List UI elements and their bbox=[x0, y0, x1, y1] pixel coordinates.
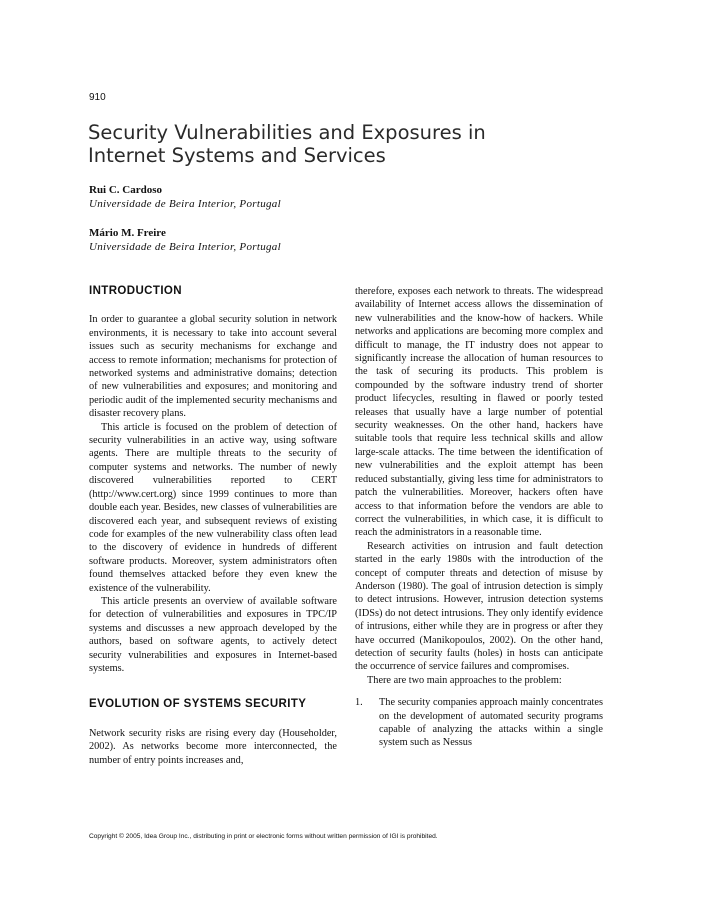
title-line-1: Security Vulnerabilities and Exposures in bbox=[88, 121, 486, 144]
list-item-text: The security companies approach mainly concentrates on the development of automated security programs capable of analyzing the attacks within a single system such as Nessus bbox=[379, 697, 603, 749]
article-title bbox=[88, 121, 628, 167]
body-paragraph: This article presents an overview of available software for detection of vulnerabilities and exposures in TPC/IP systems and discusses a new approach developed by the authors, based on software agents, to actively detect security vulnerabilities and exposures in Internet-based systems. bbox=[89, 595, 337, 674]
body-paragraph: This article is focused on the problem of detection of security vulnerabilities in an active way, using software agents. There are multiple threats to the security of computer systems and networks. The number of newly discovered vulnerabilities reported to CERT (http://www.cert.org) since 1999 continues to more than double each year. Besides, new classes of vulnerabilities are discovered each year, and subsequent reviews of existing code for examples of the new vulnerability class often lead to the discovery of evidence in hundreds of different software products. Moreover, system administrators often found themselves attacked before they even knew the existence of the vulnerability. bbox=[89, 421, 337, 594]
body-paragraph: Research activities on intrusion and fault detection started in the early 1980s with the introduction of the concept of computer threats and detection of misuse by Anderson (1980). The goal of intrusion detection is simply to detect intrusions. However, intrusion detection systems (IDSs) do not detect intrusions. They only identify evidence of intrusions, either while they are in progress or after they have occurred (Manikopoulos, 2002). On the other hand, detection of security faults (holes) in hosts can anticipate the occurrence of service failures and compromises. bbox=[355, 540, 603, 673]
author-affiliation: Universidade de Beira Interior, Portugal bbox=[89, 198, 281, 210]
list-number: 1. bbox=[355, 697, 363, 709]
author-affiliation: Universidade de Beira Interior, Portugal bbox=[89, 241, 281, 253]
numbered-list-item bbox=[355, 696, 603, 750]
body-paragraph: Network security risks are rising every day (Householder, 2002). As networks become more interconnected, the number of entry points increases and, bbox=[89, 727, 337, 766]
left-column bbox=[89, 285, 337, 767]
author-block bbox=[89, 183, 281, 211]
author-name: Mário M. Freire bbox=[89, 227, 166, 239]
body-paragraph: therefore, exposes each network to threats. The widespread availability of Internet access allows the dissemination of new vulnerabilities and the know-how of hackers. While networks and applications are becoming more complex and difficult to manage, the IT industry does not appear to significantly increase the allocation of human resources to the task of securing its products. This problem is compounded by the software industry trend of shorter product lifecycles, resulting in flawed or poorly tested releases that usually have a large number of potential security weaknesses. On the other hand, hackers have suitable tools that require less technical skills and allow large-scale attacks. The time between the identification of new vulnerabilities and the exploit attempt has been reduced substantially, giving less time for administrators to patch the vulnerabilities. Moreover, hackers often have access to that information before the vendors are able to correct the vulnerabilities, in which case, it is difficult to reach the administrators in a reasonable time. bbox=[355, 286, 603, 539]
section-heading-introduction: INTRODUCTION bbox=[89, 285, 182, 297]
author-name: Rui C. Cardoso bbox=[89, 184, 163, 196]
body-paragraph: In order to guarantee a global security solution in network environments, it is necessary to take into account several issues such as security mechanisms for exchange and access to remote information; mechanisms for protection of networked systems and administrative domains; detection of new vulnerabilities and exposures; and monitoring and periodic audit of the implemented security mechanisms and disaster recovery plans. bbox=[89, 314, 337, 420]
copyright-notice: Copyright © 2005, Idea Group Inc., distributing in print or electronic forms without written permission of IGI is prohibited. bbox=[89, 833, 438, 840]
right-column bbox=[355, 285, 603, 750]
body-paragraph: There are two main approaches to the problem: bbox=[367, 674, 562, 686]
page-number: 910 bbox=[89, 92, 106, 103]
section-heading-evolution: EVOLUTION OF SYSTEMS SECURITY bbox=[89, 698, 307, 711]
title-line-2: Internet Systems and Services bbox=[88, 144, 386, 167]
author-block bbox=[89, 226, 281, 254]
